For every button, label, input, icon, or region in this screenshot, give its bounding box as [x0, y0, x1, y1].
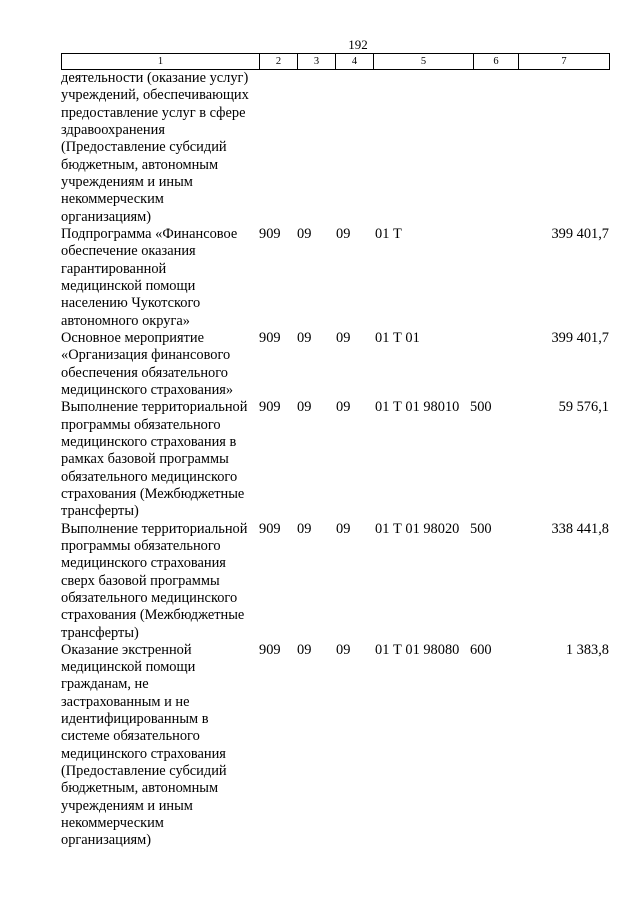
table-row — [0, 226, 640, 330]
description-line: медицинской помощи — [61, 277, 196, 294]
description-line: Подпрограмма «Финансовое — [61, 225, 238, 242]
table-row — [0, 521, 640, 642]
description-line: гарантированной — [61, 260, 167, 277]
description-line: некоммерческим — [61, 191, 164, 208]
ministry-code: 909 — [259, 520, 281, 537]
description-line: деятельности (оказание услуг) — [61, 70, 249, 86]
amount: 399 401,7 — [551, 225, 609, 242]
description-line: трансферты) — [61, 503, 139, 520]
subsection-code: 09 — [336, 329, 351, 346]
header-col-2: 2 — [260, 54, 298, 70]
description-line: учреждений, обеспечивающих — [61, 87, 249, 104]
description-line: предоставление услуг в сфере — [61, 104, 246, 121]
description-line: застрахованным и не — [61, 693, 190, 710]
description-line: некоммерческим — [61, 815, 164, 832]
description-line: системе обязательного — [61, 728, 200, 745]
row-description — [61, 399, 261, 520]
description-line: программы обязательного — [61, 537, 221, 554]
description-line: медицинского страхования» — [61, 381, 234, 398]
subsection-code: 09 — [336, 225, 351, 242]
description-line: Оказание экстренной — [61, 641, 192, 658]
amount: 1 383,8 — [565, 641, 609, 658]
description-line: бюджетным, автономным — [61, 780, 219, 797]
row-description — [61, 642, 261, 850]
expense-type-code: 500 — [470, 520, 492, 537]
ministry-code: 909 — [259, 329, 281, 346]
table-row — [0, 642, 640, 850]
amount: 59 576,1 — [558, 399, 609, 416]
description-line: трансферты) — [61, 624, 139, 641]
section-code: 09 — [297, 225, 312, 242]
target-article-code: 01 Т 01 98020 — [375, 520, 460, 537]
header-col-7: 7 — [519, 54, 610, 70]
description-line: медицинского страхования — [61, 555, 226, 572]
description-line: рамках базовой программы — [61, 451, 229, 468]
ministry-code: 909 — [259, 225, 281, 242]
description-line: автономного округа» — [61, 312, 190, 329]
section-code: 09 — [297, 641, 312, 658]
description-line: Основное мероприятие — [61, 329, 205, 346]
row-description — [61, 521, 261, 642]
description-line: (Предоставление субсидий — [61, 763, 227, 780]
description-line: учреждениям и иным — [61, 797, 193, 814]
subsection-code: 09 — [336, 520, 351, 537]
description-line: Выполнение территориальной — [61, 520, 248, 537]
section-code: 09 — [297, 520, 312, 537]
section-code: 09 — [297, 329, 312, 346]
header-col-4: 4 — [336, 54, 374, 70]
subsection-code: 09 — [336, 641, 351, 658]
description-line: обеспечение оказания — [61, 243, 196, 260]
target-article-code: 01 Т — [375, 225, 402, 242]
description-line: обязательного медицинского — [61, 589, 238, 606]
header-col-1: 1 — [62, 54, 260, 70]
table-row — [0, 399, 640, 520]
row-description — [61, 226, 261, 330]
header-col-5: 5 — [374, 54, 474, 70]
row-description — [61, 330, 261, 399]
description-line: гражданам, не — [61, 676, 149, 693]
target-article-code: 01 Т 01 98080 — [375, 641, 460, 658]
header-col-6: 6 — [474, 54, 519, 70]
subsection-code: 09 — [336, 399, 351, 416]
table-row — [0, 330, 640, 399]
expense-type-code: 600 — [470, 641, 492, 658]
description-line: сверх базовой программы — [61, 572, 220, 589]
amount: 399 401,7 — [551, 329, 609, 346]
description-line: медицинского страхования — [61, 745, 226, 762]
section-code: 09 — [297, 399, 312, 416]
amount: 338 441,8 — [551, 520, 609, 537]
description-line: учреждениям и иным — [61, 173, 193, 190]
description-line: (Предоставление субсидий — [61, 139, 227, 156]
table-row — [0, 70, 640, 226]
description-line: страхования (Межбюджетные — [61, 485, 245, 502]
target-article-code: 01 Т 01 98010 — [375, 399, 460, 416]
description-line: медицинского страхования в — [61, 433, 237, 450]
description-line: здравоохранения — [61, 121, 165, 138]
budget-table-body — [0, 70, 640, 850]
description-line: «Организация финансового — [61, 347, 231, 364]
description-line: медицинской помощи — [61, 659, 196, 676]
description-line: обеспечения обязательного — [61, 364, 228, 381]
description-line: организациям) — [61, 832, 152, 849]
page-number: 192 — [348, 37, 368, 52]
description-line: бюджетным, автономным — [61, 156, 219, 173]
description-line: организациям) — [61, 208, 152, 225]
ministry-code: 909 — [259, 399, 281, 416]
target-article-code: 01 Т 01 — [375, 329, 420, 346]
row-description — [61, 70, 261, 226]
description-line: идентифицированным в — [61, 711, 209, 728]
description-line: населению Чукотского — [61, 295, 201, 312]
description-line: программы обязательного — [61, 416, 221, 433]
expense-type-code: 500 — [470, 399, 492, 416]
description-line: Выполнение территориальной — [61, 399, 248, 416]
ministry-code: 909 — [259, 641, 281, 658]
description-line: обязательного медицинского — [61, 468, 238, 485]
column-number-header — [61, 53, 610, 70]
description-line: страхования (Межбюджетные — [61, 607, 245, 624]
header-col-3: 3 — [298, 54, 336, 70]
